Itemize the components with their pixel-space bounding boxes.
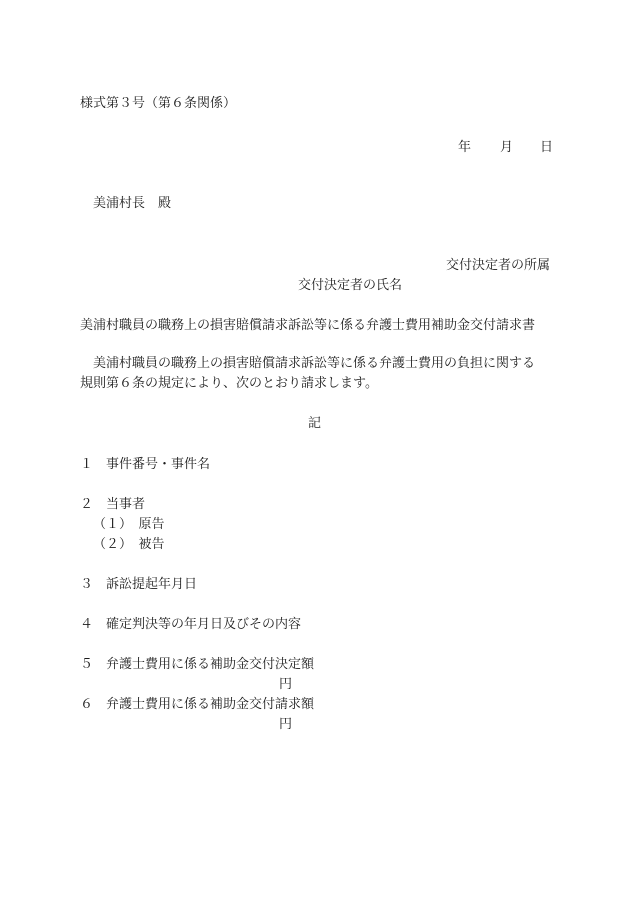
item-2-defendant: （２） 被告 xyxy=(93,537,165,552)
item-4: ４ 確定判決等の年月日及びその内容 xyxy=(80,617,302,632)
item-6: ６ 弁護士費用に係る補助金交付請求額 xyxy=(80,697,315,712)
date-month-label: 月 xyxy=(500,140,514,155)
form-number: 様式第３号（第６条関係） xyxy=(80,96,237,111)
item-6-unit: 円 xyxy=(279,717,293,732)
document-title: 美浦村職員の職務上の損害賠償請求訴訟等に係る弁護士費用補助金交付請求書 xyxy=(80,318,536,333)
date-year-label: 年 xyxy=(458,140,472,155)
item-5: ５ 弁護士費用に係る補助金交付決定額 xyxy=(80,657,315,672)
applicant-name: 交付決定者の氏名 xyxy=(298,278,403,293)
item-3: ３ 訴訟提起年月日 xyxy=(80,577,198,592)
item-2-plaintiff: （１） 原告 xyxy=(93,517,165,532)
item-5-unit: 円 xyxy=(279,677,293,692)
date-day-label: 日 xyxy=(540,140,554,155)
body-line-2: 規則第６条の規定により、次のとおり請求します。 xyxy=(80,376,378,391)
applicant-affiliation: 交付決定者の所属 xyxy=(445,258,550,273)
body-line-1: 美浦村職員の職務上の損害賠償請求訴訟等に係る弁護士費用の負担に関する xyxy=(80,356,536,371)
item-2: ２ 当事者 xyxy=(80,497,146,512)
addressee: 美浦村長 殿 xyxy=(93,196,172,211)
item-1: １ 事件番号・事件名 xyxy=(80,457,211,472)
ki-heading: 記 xyxy=(308,416,322,431)
